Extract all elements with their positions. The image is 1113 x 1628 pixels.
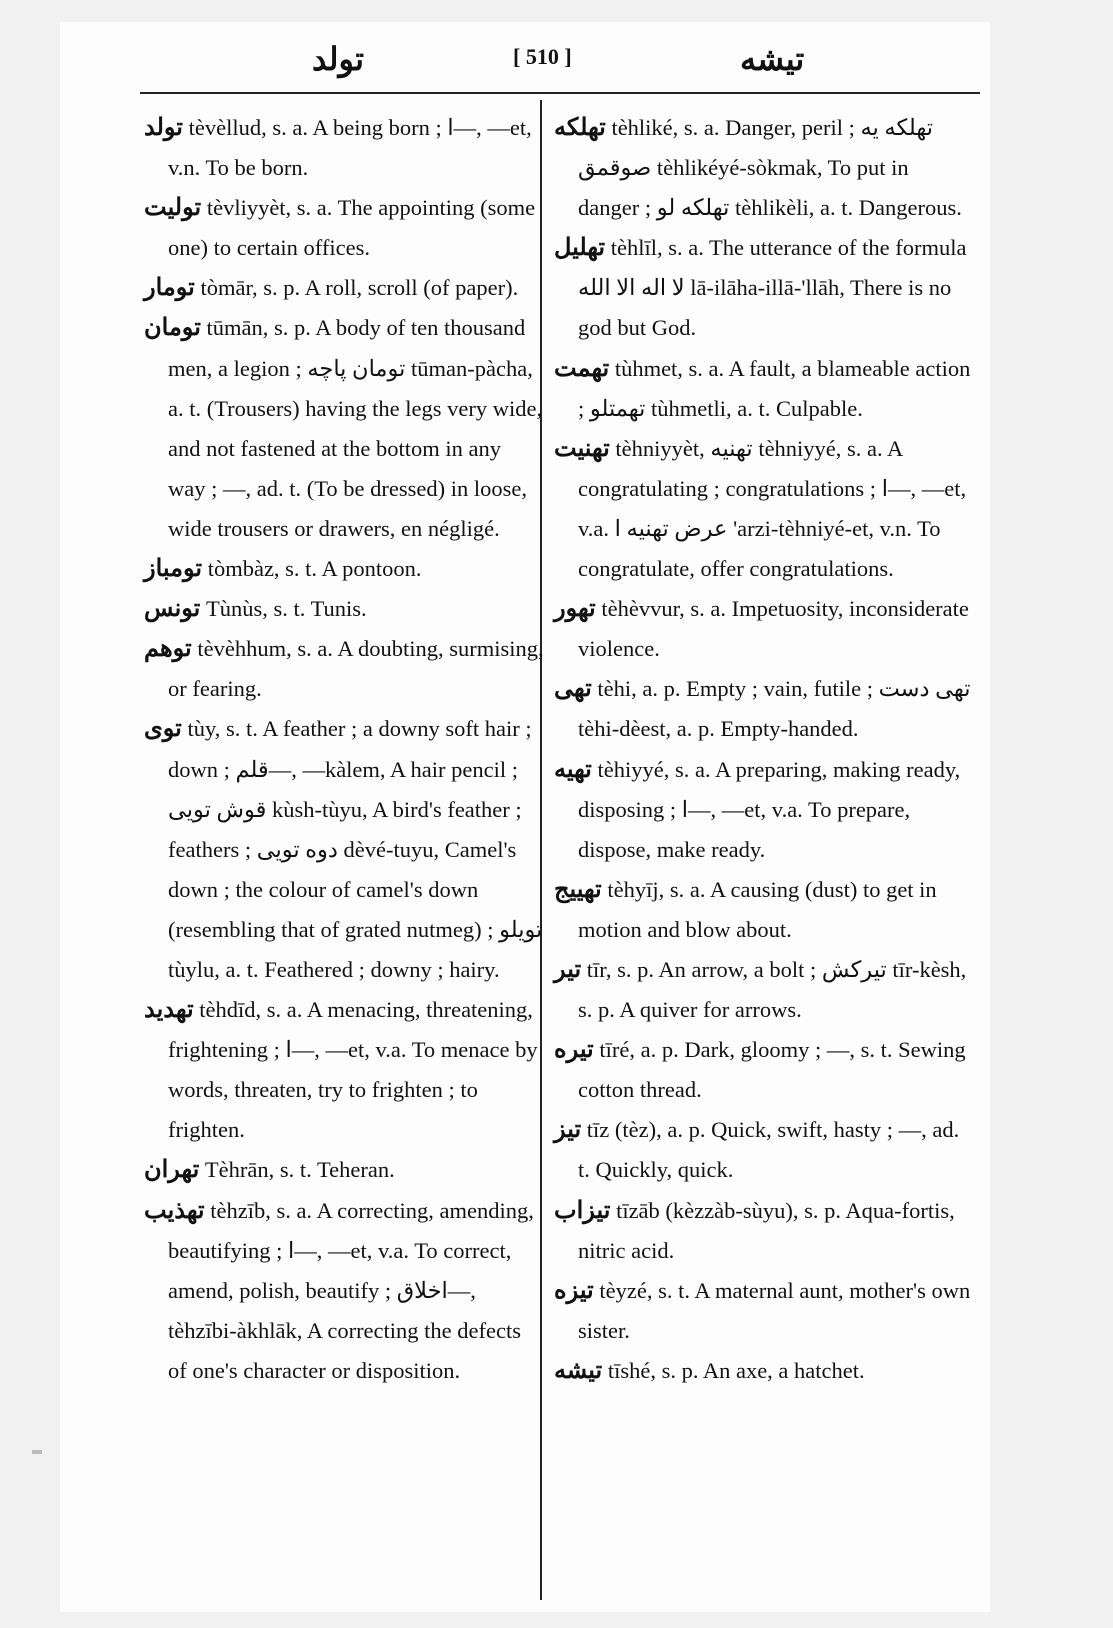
entry-text: tèvliyyèt, s. a. The appointing (some one) to certain offices.	[168, 195, 536, 261]
entry-arabic: تونس	[144, 596, 201, 623]
entry-text: tīzāb (kèzzàb-sùyu), s. p. Aqua-fortis, nitric acid.	[578, 1197, 955, 1263]
entry-text: tòmār, s. p. A roll, scroll (of paper).	[200, 275, 519, 301]
dictionary-entry	[554, 750, 974, 870]
entry-arabic: تهمت	[554, 355, 610, 382]
entry-arabic: تیزاب	[554, 1197, 611, 1224]
entry-arabic: تیشه	[554, 1357, 603, 1384]
dictionary-entry	[554, 349, 974, 429]
entry-text: tèvèhhum, s. a. A doubting, surmising, or fearing.	[168, 636, 544, 702]
dictionary-entry	[144, 1150, 544, 1190]
entry-text: tèhliké, s. a. Danger, peril ; تهلکه یه صوقمق tèhlikéyé-sòkmak, To put in danger ; تهلکه لو tèhlikèli, a. t. Dangerous.	[578, 115, 962, 221]
entry-text: tùy, s. t. A feather ; a downy soft hair ; down ; قلم—, —kàlem, A hair pencil ; قوش تویی kùsh-tùyu, A bird's feather ; feathers ; دوه تویی dèvé-tuyu, Camel's down ; the colour of camel's down (resembling that of grated nutmeg) ; تویلو tùylu, a. t. Feathered ; downy ; hairy.	[168, 716, 543, 982]
entry-text: tèyzé, s. t. A maternal aunt, mother's own sister.	[578, 1277, 971, 1343]
entry-arabic: تیره	[554, 1037, 594, 1064]
entry-arabic: تهور	[554, 596, 596, 623]
dictionary-entry	[554, 1110, 974, 1190]
header-left-catchword: تولد	[312, 41, 364, 77]
entry-text: tèhdīd, s. a. A menacing, threatening, frightening ; ا—, —et, v.a. To menace by words, threaten, try to frighten ; to frighten.	[168, 997, 538, 1143]
entry-text: tèhlīl, s. a. The utterance of the formula لا اله الا الله lā-ilāha-illā-'llāh, There is no god but God.	[578, 235, 967, 341]
entry-arabic: تیر	[554, 956, 582, 983]
dictionary-entry	[144, 308, 544, 549]
dictionary-entry	[554, 1271, 974, 1351]
entry-text: tīshé, s. p. An axe, a hatchet.	[607, 1357, 865, 1383]
dictionary-entry	[144, 1191, 544, 1391]
entry-arabic: تهدید	[144, 997, 194, 1024]
entry-arabic: تهران	[144, 1157, 200, 1184]
entry-arabic: تهلکه	[554, 115, 606, 141]
entry-text: tèhniyyèt, تهنیه tèhniyyé, s. a. A congratulating ; congratulations ; ا—, —et, v.a. عرض تهنیه ا 'arzi-tèhniyé-et, v.n. To congratulate, offer congratulations.	[578, 435, 967, 582]
dictionary-entry	[554, 950, 974, 1030]
header-right-catchword: تيشه	[740, 41, 805, 77]
entry-text: tèhi, a. p. Empty ; vain, futile ; تهی دست tèhi-dèest, a. p. Empty-handed.	[578, 676, 971, 742]
entry-text: tūmān, s. p. A body of ten thousand men, a legion ; تومان پاچه tūman-pàcha, a. t. (Trousers) having the legs very wide, and not fastened at the bottom in any way ; —, ad. t. (To be dressed) in loose, wide trousers or drawers, en négligé.	[168, 315, 543, 541]
dictionary-entry	[554, 228, 974, 348]
dictionary-entry	[554, 589, 974, 669]
entry-arabic: توی	[144, 716, 182, 743]
entry-text: tīré, a. p. Dark, gloomy ; —, s. t. Sewing cotton thread.	[578, 1037, 966, 1103]
entry-text: tùhmet, s. a. A fault, a blameable action ; تهمتلو tùhmetli, a. t. Culpable.	[578, 355, 971, 421]
dictionary-entry	[554, 870, 974, 950]
dictionary-entry	[144, 629, 544, 709]
entry-text: tīz (tèz), a. p. Quick, swift, hasty ; —, ad. t. Quickly, quick.	[578, 1117, 960, 1183]
header-rule	[140, 92, 980, 94]
entry-arabic: توليت	[144, 195, 202, 222]
entry-arabic: تومار	[144, 275, 195, 302]
entry-text: tèhzīb, s. a. A correcting, amending, beautifying ; ا—, —et, v.a. To correct, amend, polish, beautify ; اخلاق—, tèhzībi-àkhlāk, A correcting the defects of one's character or disposition.	[168, 1197, 534, 1383]
dictionary-entry	[554, 1030, 974, 1110]
entry-text: Tèhrān, s. t. Teheran.	[204, 1157, 395, 1183]
dictionary-entry	[144, 188, 544, 268]
entry-arabic: تهییج	[554, 876, 602, 903]
dictionary-entry	[144, 549, 544, 589]
entry-text: tīr, s. p. An arrow, a bolt ; تیرکش tīr-kèsh, s. p. A quiver for arrows.	[578, 956, 967, 1023]
left-column	[144, 108, 544, 1391]
dictionary-entry	[554, 669, 974, 749]
entry-arabic: تومباز	[144, 556, 203, 583]
dictionary-page	[60, 22, 990, 1612]
dictionary-entry	[554, 108, 974, 228]
scan-margin-mark	[32, 1450, 42, 1454]
entry-arabic: تهذیب	[144, 1197, 205, 1224]
entry-arabic: تهیه	[554, 756, 592, 783]
entry-arabic: توهم	[144, 636, 192, 663]
entry-arabic: تهلیل	[554, 235, 606, 262]
entry-arabic: تهی	[554, 676, 592, 703]
entry-text: tèhiyyé, s. a. A preparing, making ready, disposing ; ا—, —et, v.a. To prepare, dispose, make ready.	[578, 756, 961, 862]
dictionary-entry	[144, 589, 544, 629]
entry-text: tèhèvvur, s. a. Impetuosity, inconsiderate violence.	[578, 596, 969, 662]
dictionary-entry	[144, 108, 544, 188]
entry-arabic: تیزه	[554, 1277, 594, 1304]
entry-text: tèvèllud, s. a. A being born ; ا—, —et, v.n. To be born.	[168, 115, 532, 181]
entry-arabic: تولد	[144, 115, 183, 141]
right-column	[554, 108, 974, 1391]
entry-arabic: تومان	[144, 315, 201, 342]
page-header	[60, 22, 990, 92]
dictionary-entry	[144, 990, 544, 1150]
dictionary-entry	[554, 1191, 974, 1271]
entry-text: tèhyīj, s. a. A causing (dust) to get in motion and blow about.	[578, 876, 937, 942]
entry-text: tòmbàz, s. t. A pontoon.	[207, 556, 422, 582]
entry-arabic: تیز	[554, 1117, 582, 1144]
entry-arabic: تهنیت	[554, 435, 610, 462]
dictionary-entry	[144, 268, 544, 308]
entry-text: Tùnùs, s. t. Tunis.	[205, 596, 367, 622]
dictionary-entry	[554, 429, 974, 589]
page-number: [ 510 ]	[513, 44, 572, 69]
dictionary-entry	[554, 1351, 974, 1391]
dictionary-entry	[144, 709, 544, 990]
